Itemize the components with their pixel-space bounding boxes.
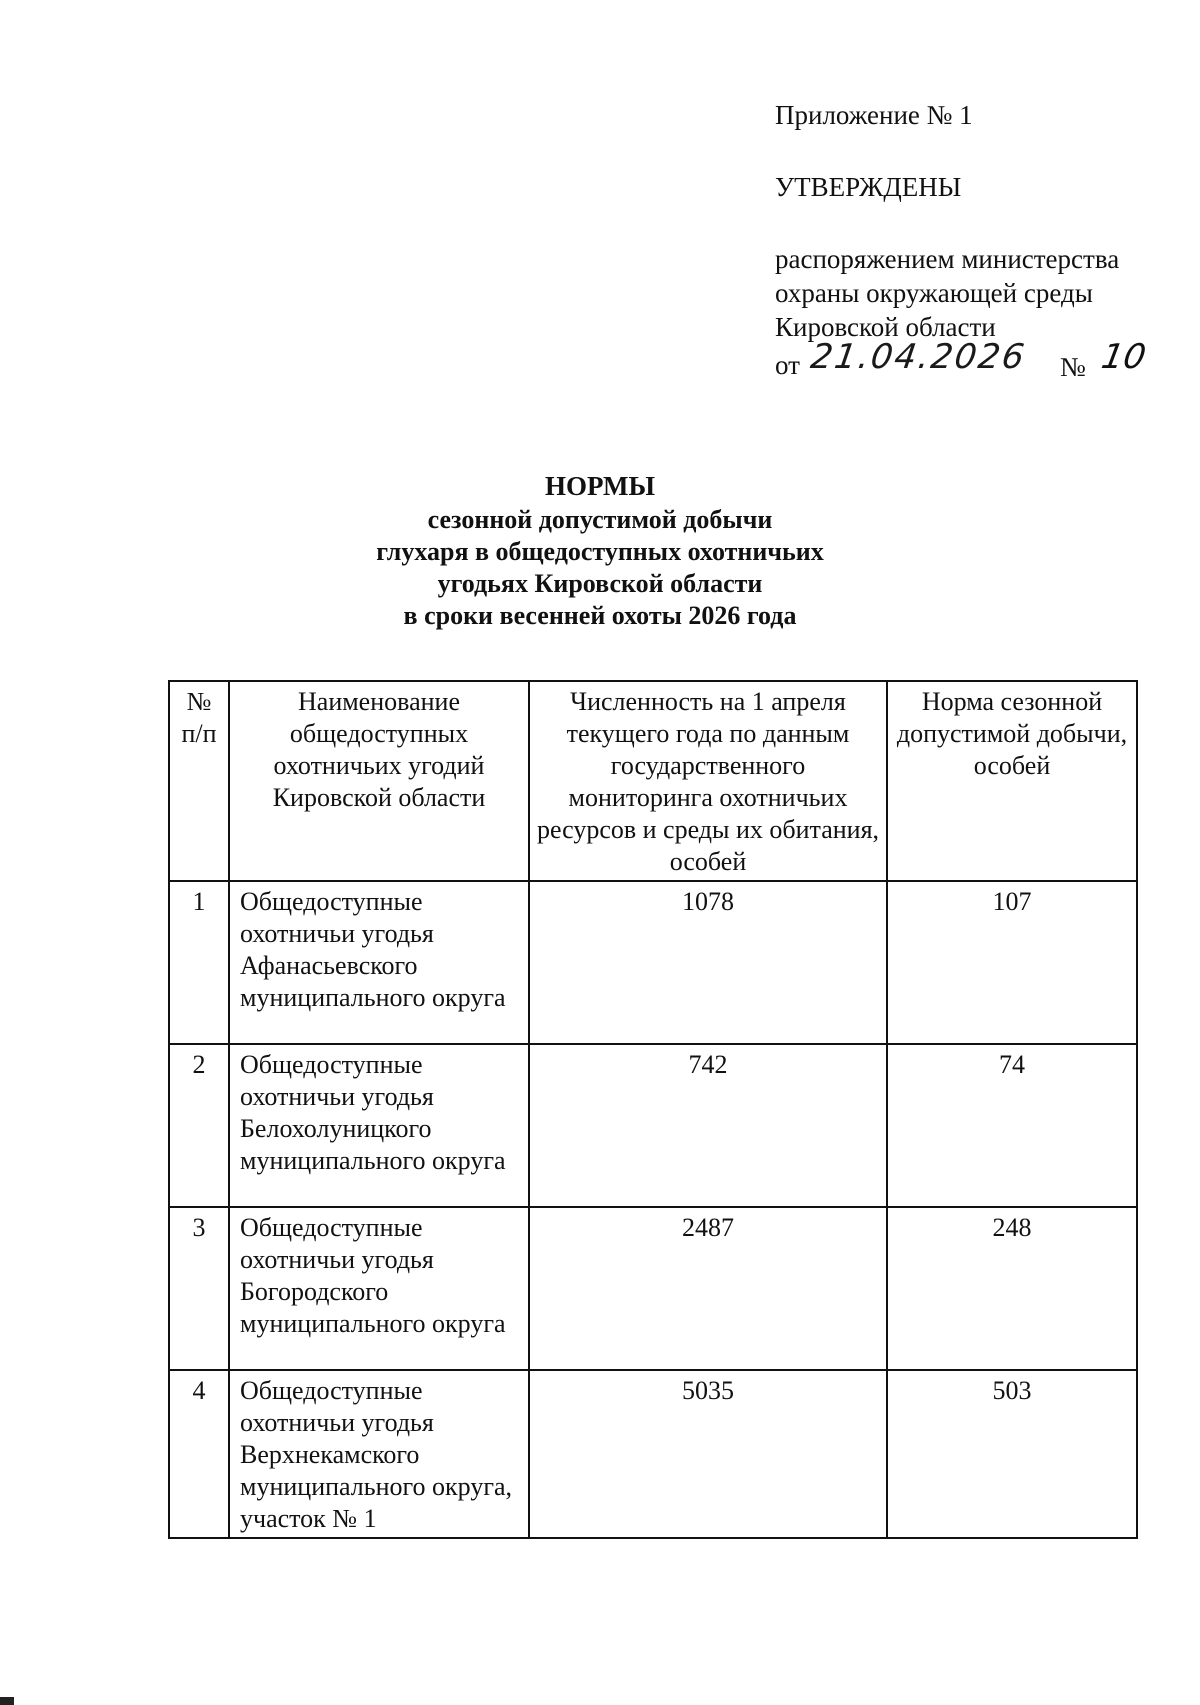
header-number: № п/п: [169, 681, 229, 881]
approved-by-line-1: распоряжением министерства: [775, 244, 1120, 274]
document-title: [0, 470, 1200, 632]
row-norm: 503: [887, 1370, 1137, 1538]
header-count: Численность на 1 апреля текущего года по данным государственного мониторинга охотничьих ресурсов и среды их обитания, особей: [529, 681, 887, 881]
approved-label: УТВЕРЖДЕНЫ: [775, 172, 962, 202]
handwritten-number: 10: [1098, 337, 1149, 377]
row-number: 1: [169, 881, 229, 1044]
row-norm: 74: [887, 1044, 1137, 1207]
appendix-label: Приложение № 1: [775, 100, 973, 130]
header-norm: Норма сезонной допустимой добычи, особей: [887, 681, 1137, 881]
row-count: 2487: [529, 1207, 887, 1370]
row-name: Общедоступные охотничьи угодья Верхнекамского муниципального округа, участок № 1: [229, 1370, 529, 1538]
approval-block: [775, 98, 1175, 384]
row-count: 742: [529, 1044, 887, 1207]
row-count: 5035: [529, 1370, 887, 1538]
norms-table: [168, 680, 1138, 1539]
row-name: Общедоступные охотничьи угодья Белохолуницкого муниципального округа: [229, 1044, 529, 1207]
table-row: [169, 1370, 1137, 1538]
approved-by-line-3: Кировской области: [775, 312, 996, 342]
row-number: 3: [169, 1207, 229, 1370]
title-line-3: глухаря в общедоступных охотничьих: [376, 537, 824, 566]
table-row: [169, 881, 1137, 1044]
handwritten-date: 21.04.2026: [808, 337, 1029, 377]
order-date-number-row: [775, 337, 1175, 384]
from-label: от: [775, 350, 800, 380]
row-number: 4: [169, 1370, 229, 1538]
row-norm: 248: [887, 1207, 1137, 1370]
row-name: Общедоступные охотничьи угодья Афанасьевского муниципального округа: [229, 881, 529, 1044]
header-name: Наименование общедоступных охотничьих угодий Кировской области: [229, 681, 529, 881]
table-header-row: [169, 681, 1137, 881]
title-line-2: сезонной допустимой добычи: [427, 505, 773, 534]
approved-by-line-2: охраны окружающей среды: [775, 278, 1093, 308]
scan-edge-mark: [0, 1697, 14, 1705]
title-line-4: угодьях Кировской области: [437, 569, 763, 598]
title-line-5: в сроки весенней охоты 2026 года: [403, 601, 797, 630]
row-norm: 107: [887, 881, 1137, 1044]
row-count: 1078: [529, 881, 887, 1044]
table-row: [169, 1044, 1137, 1207]
title-line-1: НОРМЫ: [545, 471, 655, 501]
number-label: №: [1060, 352, 1086, 382]
row-number: 2: [169, 1044, 229, 1207]
row-name: Общедоступные охотничьи угодья Богородского муниципального округа: [229, 1207, 529, 1370]
table-row: [169, 1207, 1137, 1370]
